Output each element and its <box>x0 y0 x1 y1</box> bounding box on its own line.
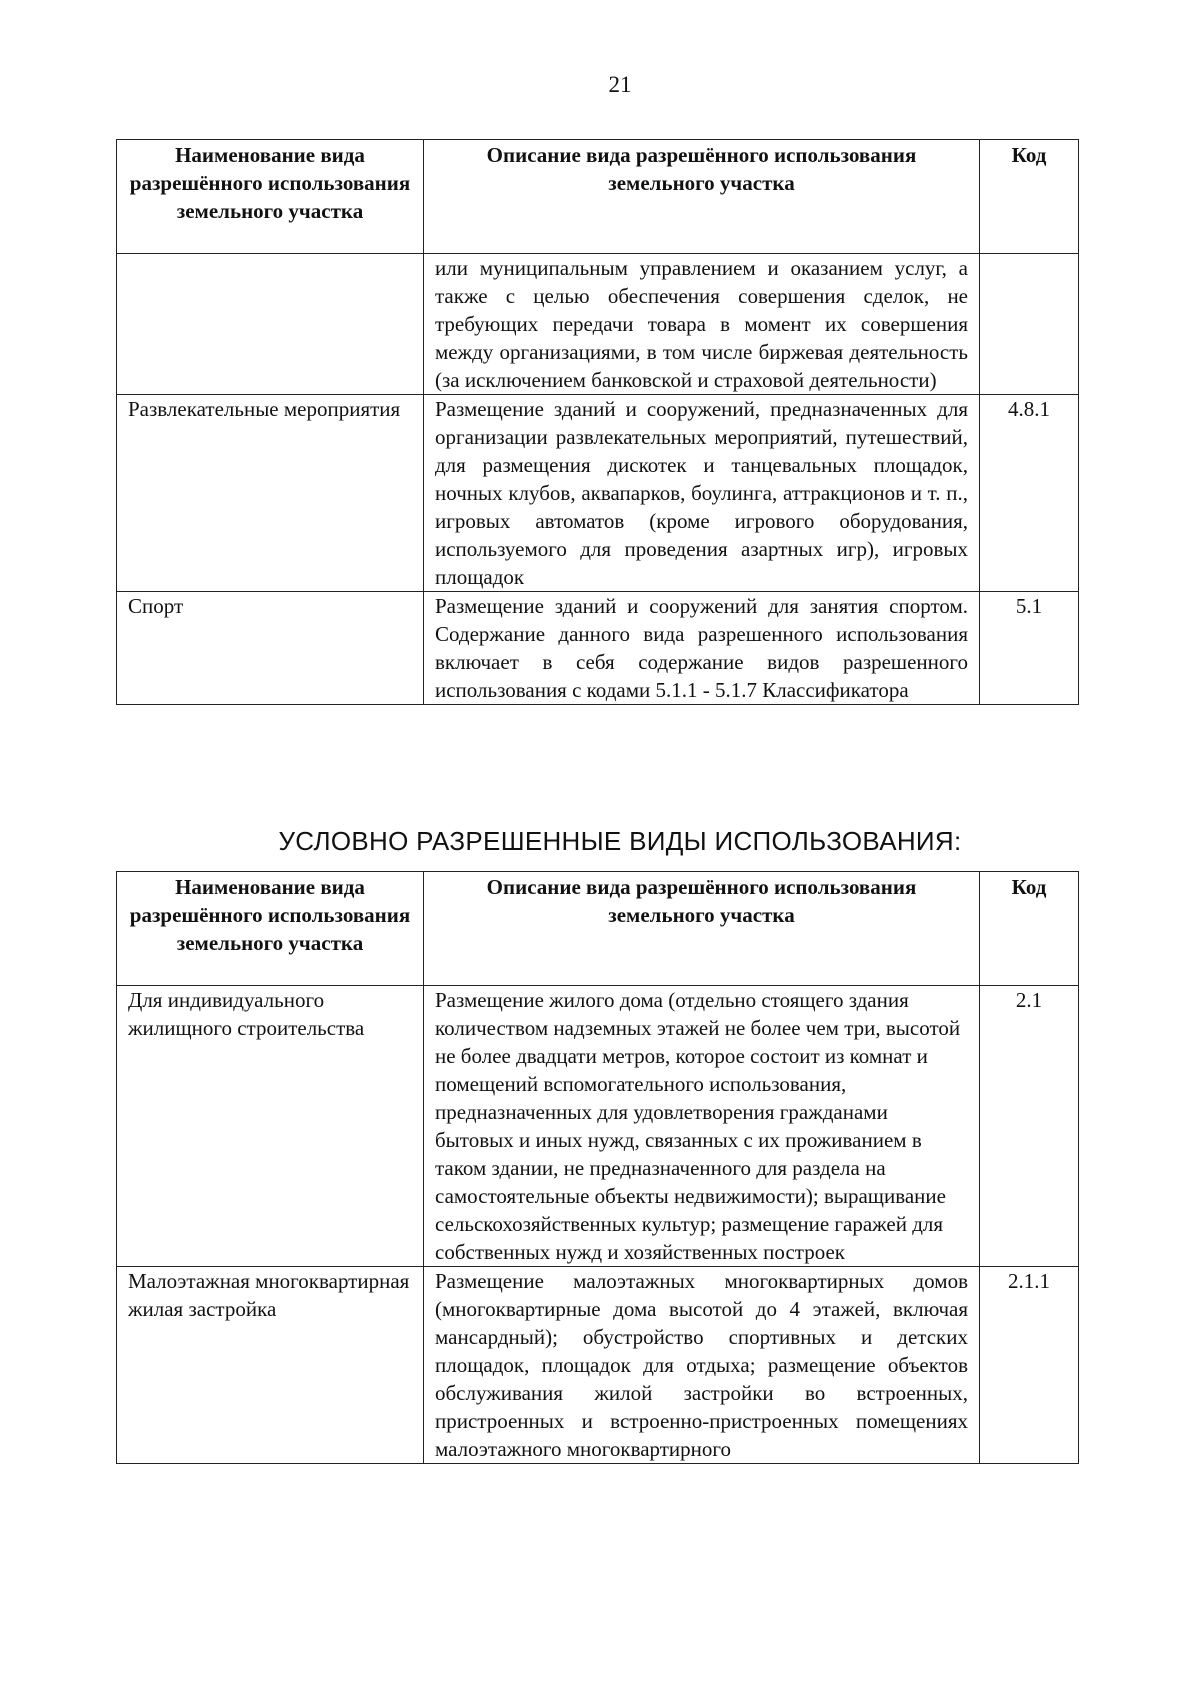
row-description: Размещение зданий и сооружений, предназначенных для организации развлекательных мероприятий, путешествий, для размещения дискотек и танцевальных площадок, ночных клубов, аквапарков, боулинга, аттракционов и т. п., игровых автоматов (кроме игрового оборудования, используемого для проведения азартных игр), игровых площадок <box>424 395 980 592</box>
header-code: Код <box>980 140 1079 254</box>
row-name: Для индивидуального жилищного строительства <box>117 986 424 1267</box>
row-code: 5.1 <box>980 592 1079 705</box>
table-row <box>117 1267 1079 1464</box>
table-row <box>117 395 1079 592</box>
row-code: 4.8.1 <box>980 395 1079 592</box>
table-row <box>117 986 1079 1267</box>
row-name: Развлекательные мероприятия <box>117 395 424 592</box>
land-use-table-conditional <box>116 871 1079 1464</box>
header-description: Описание вида разрешённого использования земельного участка <box>424 872 980 986</box>
header-code: Код <box>980 872 1079 986</box>
row-description: Размещение малоэтажных многоквартирных домов (многоквартирные дома высотой до 4 этажей, включая мансардный); обустройство спортивных и детских площадок, площадок для отдыха; размещение объектов обслуживания жилой застройки во встроенных, пристроенных и встроенно-пристроенных помещениях малоэтажного многоквартирного <box>424 1267 980 1464</box>
table-row <box>117 254 1079 395</box>
row-description: Размещение жилого дома (отдельно стоящего здания количеством надземных этажей не более чем три, высотой не более двадцати метров, которое состоит из комнат и помещений вспомогательного использования, предназначенных для удовлетворения гражданами бытовых и иных нужд, связанных с их проживанием в таком здании, не предназначенного для раздела на самостоятельные объекты недвижимости); выращивание сельскохозяйственных культур; размещение гаражей для собственных нужд и хозяйственных построек <box>424 986 980 1267</box>
section-title: УСЛОВНО РАЗРЕШЕННЫЕ ВИДЫ ИСПОЛЬЗОВАНИЯ: <box>278 826 962 856</box>
row-code: 2.1 <box>980 986 1079 1267</box>
header-description: Описание вида разрешённого использования земельного участка <box>424 140 980 254</box>
row-description: Размещение зданий и сооружений для занятия спортом. Содержание данного вида разрешенного использования включает в себя содержание видов разрешенного использования с кодами 5.1.1 - 5.1.7 Классификатора <box>424 592 980 705</box>
land-use-table-main <box>116 139 1079 705</box>
page-number: 21 <box>608 72 632 97</box>
table-header-row <box>117 872 1079 986</box>
row-name: Спорт <box>117 592 424 705</box>
row-name: Малоэтажная многоквартирная жилая застройка <box>117 1267 424 1464</box>
row-code: 2.1.1 <box>980 1267 1079 1464</box>
row-code <box>980 254 1079 395</box>
row-name <box>117 254 424 395</box>
header-name: Наименование вида разрешённого использования земельного участка <box>117 872 424 986</box>
header-name: Наименование вида разрешённого использования земельного участка <box>117 140 424 254</box>
table-row <box>117 592 1079 705</box>
row-description: или муниципальным управлением и оказанием услуг, а также с целью обеспечения совершения сделок, не требующих передачи товара в момент их совершения между организациями, в том числе биржевая деятельность (за исключением банковской и страховой деятельности) <box>424 254 980 395</box>
table-header-row <box>117 140 1079 254</box>
